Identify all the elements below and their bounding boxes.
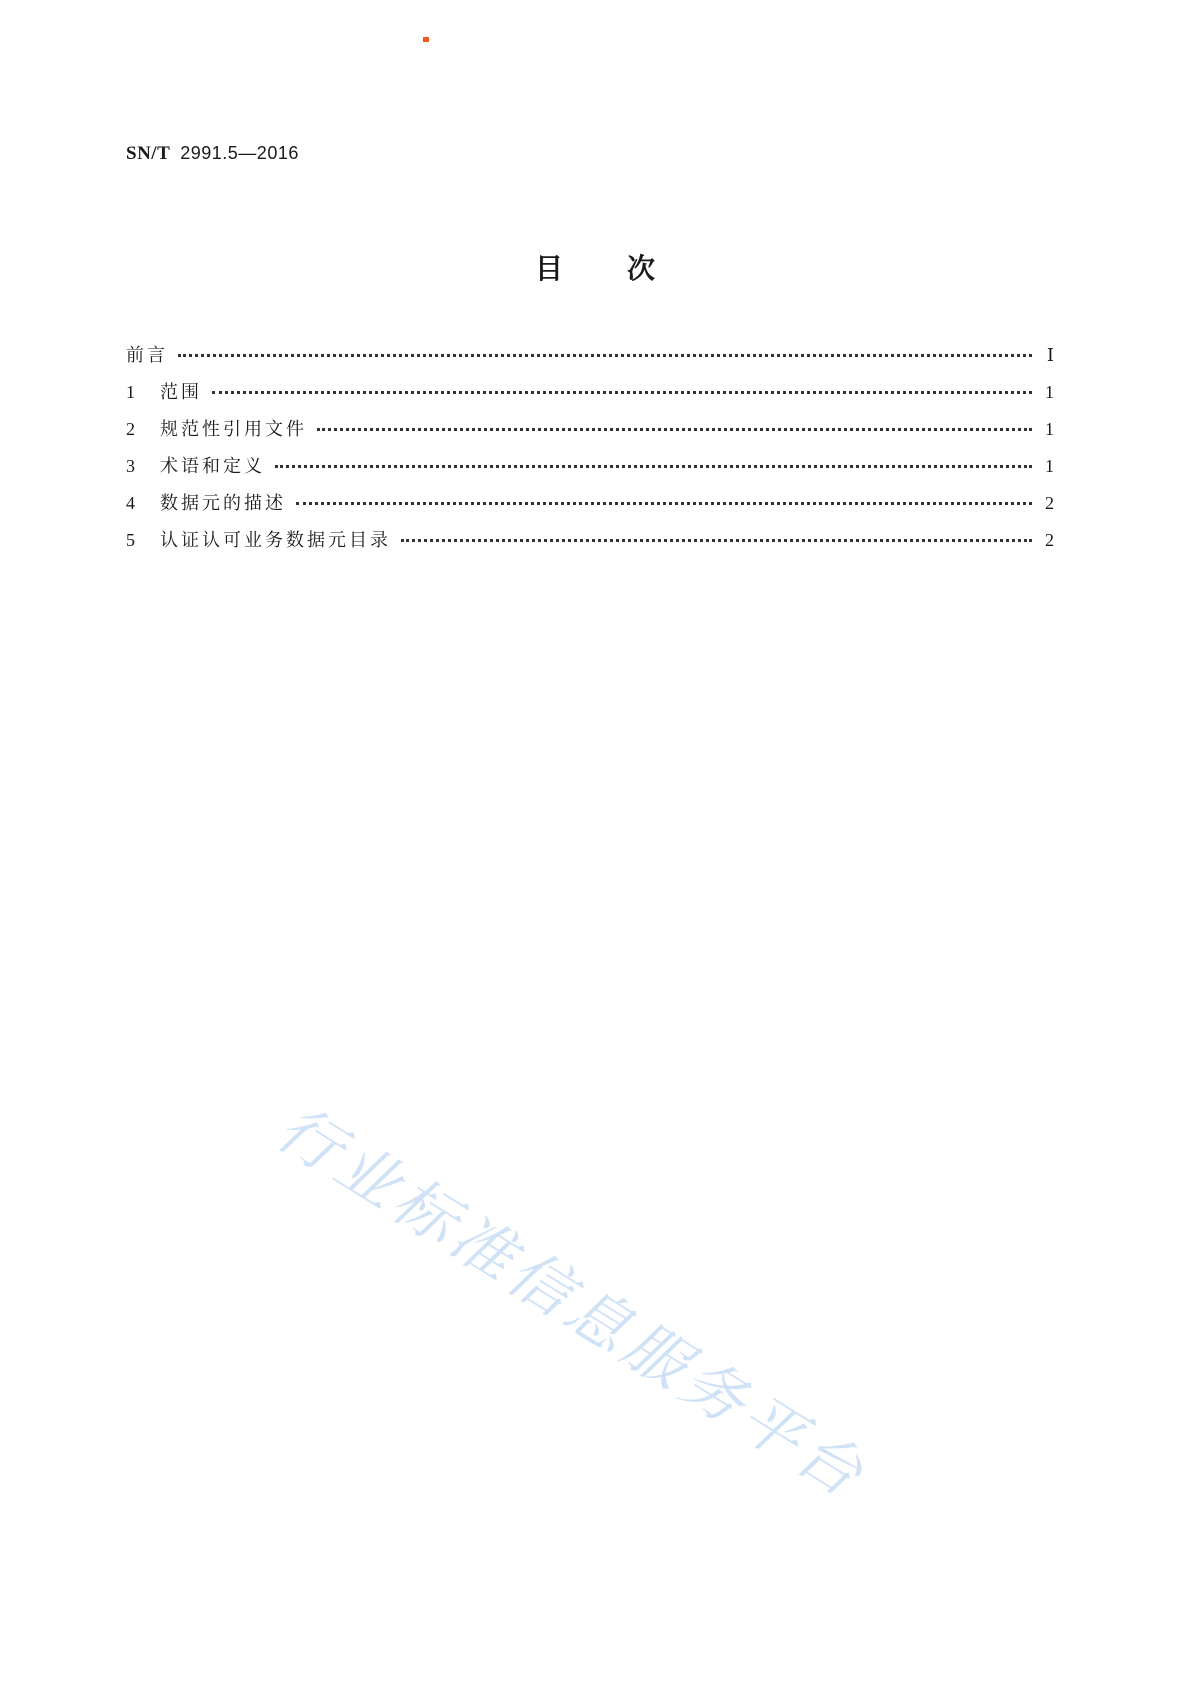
toc-entry-label: 数据元的描述 xyxy=(160,493,286,514)
toc-entry-number: 4 xyxy=(126,493,138,513)
toc-title: 目次 xyxy=(534,252,719,285)
document-code xyxy=(126,143,299,165)
toc-entry-scope[interactable] xyxy=(126,378,1054,415)
toc-entry-label: 认证认可业务数据元目录 xyxy=(160,530,391,551)
toc-entry-normative-references[interactable] xyxy=(126,415,1054,452)
toc-leader-dots xyxy=(317,428,1032,431)
document-code-number: 2991.5—2016 xyxy=(180,143,299,163)
toc-entry-number: 5 xyxy=(126,530,138,550)
watermark: 行业标准信息服务平台 xyxy=(264,1091,880,1514)
toc-entry-number: 3 xyxy=(126,456,138,476)
toc-entry-page: 1 xyxy=(1045,419,1054,439)
toc-entry-data-element-description[interactable] xyxy=(126,489,1054,526)
toc-entry-label: 术语和定义 xyxy=(160,456,265,477)
toc-leader-dots xyxy=(275,465,1032,468)
toc-leader-dots xyxy=(401,539,1032,542)
orange-mark xyxy=(423,37,429,42)
toc-entry-number: 1 xyxy=(126,382,138,402)
toc-entry-label: 范围 xyxy=(160,382,202,403)
toc-entry-terms-definitions[interactable] xyxy=(126,452,1054,489)
toc-entry-page: Ⅰ xyxy=(1046,345,1054,365)
toc-entry-page: 1 xyxy=(1045,382,1054,402)
toc-entry-page: 1 xyxy=(1045,456,1054,476)
document-code-prefix: SN/T xyxy=(126,143,171,164)
toc-entry-page: 2 xyxy=(1045,493,1054,513)
toc-entry-foreword[interactable] xyxy=(126,341,1054,378)
table-of-contents xyxy=(126,341,1054,563)
toc-leader-dots xyxy=(296,502,1032,505)
toc-entry-number: 2 xyxy=(126,419,138,439)
toc-entry-page: 2 xyxy=(1045,530,1054,550)
toc-leader-dots xyxy=(212,391,1032,394)
toc-entry-label: 规范性引用文件 xyxy=(160,419,307,440)
toc-leader-dots xyxy=(178,354,1032,357)
toc-entry-label: 前言 xyxy=(126,345,168,366)
toc-entry-data-element-catalog[interactable] xyxy=(126,526,1054,563)
